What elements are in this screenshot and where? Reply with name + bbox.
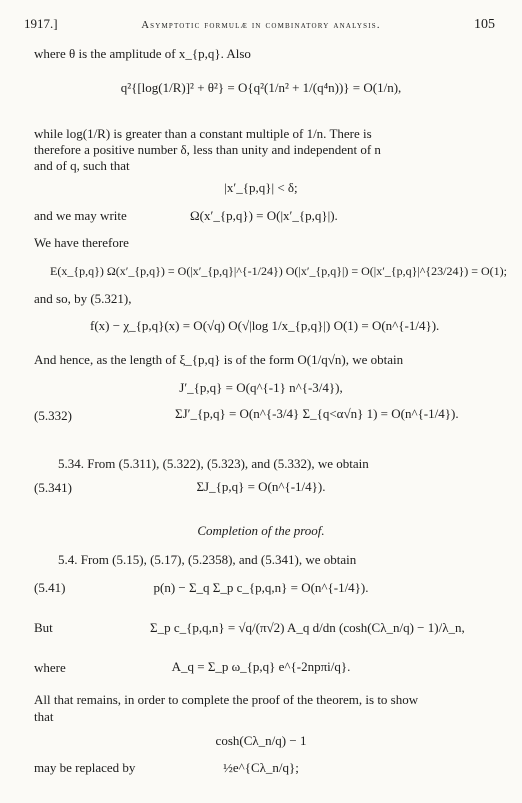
text-line-4: and of q, such that	[34, 158, 130, 173]
equation-1: q²{[log(1/R)]² + θ²} = O{q²(1/n² + 1/(q⁴n))} = O(1/n),	[120, 80, 402, 95]
header-page-number: 105	[474, 17, 495, 32]
equation-2: |x′_{p,q}| < δ;	[224, 180, 298, 195]
equation-9: p(n) − Σ_q Σ_p c_{p,q,n} = O(n^{-1/4}).	[153, 580, 369, 595]
equation-8: ΣJ_{p,q} = O(n^{-1/4}).	[196, 479, 326, 494]
equation-13: ½e^{Cλ_n/q};	[223, 760, 299, 775]
equation-6: J′_{p,q} = O(q^{-1} n^{-3/4}),	[179, 380, 343, 395]
equation-7: ΣJ′_{p,q} = O(n^{-3/4} Σ_{q<α√n} 1) = O(n^{-1/4}).	[175, 406, 459, 421]
text-line-15: may be replaced by	[34, 760, 136, 775]
text-line-2: while log(1/R) is greater than a constant multiple of 1/n. There is	[34, 126, 372, 141]
section-heading: Completion of the proof.	[197, 523, 325, 538]
equation-label-5-332: (5.332)	[34, 408, 72, 423]
header-title: Asymptotic formulæ in combinatory analysis.	[141, 20, 381, 31]
text-line-5: and we may write	[34, 208, 127, 223]
text-line-10: 5.4. From (5.15), (5.17), (5.2358), and (5.341), we obtain	[58, 552, 357, 567]
text-line-3: therefore a positive number δ, less than unity and independent of n	[34, 142, 381, 157]
equation-label-5-41: (5.41)	[34, 580, 66, 595]
equation-10: Σ_p c_{p,q,n} = √q/(π√2) A_q d/dn (cosh(Cλ_n/q) − 1)/λ_n,	[150, 620, 465, 635]
equation-5: f(x) − χ_{p,q}(x) = O(√q) O(√|log 1/x_{p,q}|) O(1) = O(n^{-1/4}).	[90, 318, 440, 333]
text-line-12: where	[34, 660, 66, 675]
text-line-1: where θ is the amplitude of x_{p,q}. Also	[34, 46, 251, 61]
text-line-11: But	[34, 620, 53, 635]
header-year: 1917.]	[24, 16, 58, 31]
text-line-8: And hence, as the length of ξ_{p,q} is of the form O(1/q√n), we obtain	[34, 352, 404, 367]
equation-label-5-341: (5.341)	[34, 480, 72, 495]
equation-12: cosh(Cλ_n/q) − 1	[215, 733, 307, 748]
equation-4: E(x_{p,q}) Ω(x′_{p,q}) = O(|x′_{p,q}|^{-1/24}) O(|x′_{p,q}|) = O(|x′_{p,q}|^{23/24}) = O(1);	[50, 264, 507, 278]
equation-3: Ω(x′_{p,q}) = O(|x′_{p,q}|).	[190, 208, 338, 223]
text-line-14: that	[34, 709, 54, 724]
text-line-13: All that remains, in order to complete the proof of the theorem, is to show	[34, 692, 419, 707]
text-line-6: We have therefore	[34, 235, 129, 250]
text-line-7: and so, by (5.321),	[34, 291, 132, 306]
text-line-9: 5.34. From (5.311), (5.322), (5.323), and (5.332), we obtain	[58, 456, 369, 471]
equation-11: A_q = Σ_p ω_{p,q} e^{-2npπi/q}.	[171, 659, 351, 674]
